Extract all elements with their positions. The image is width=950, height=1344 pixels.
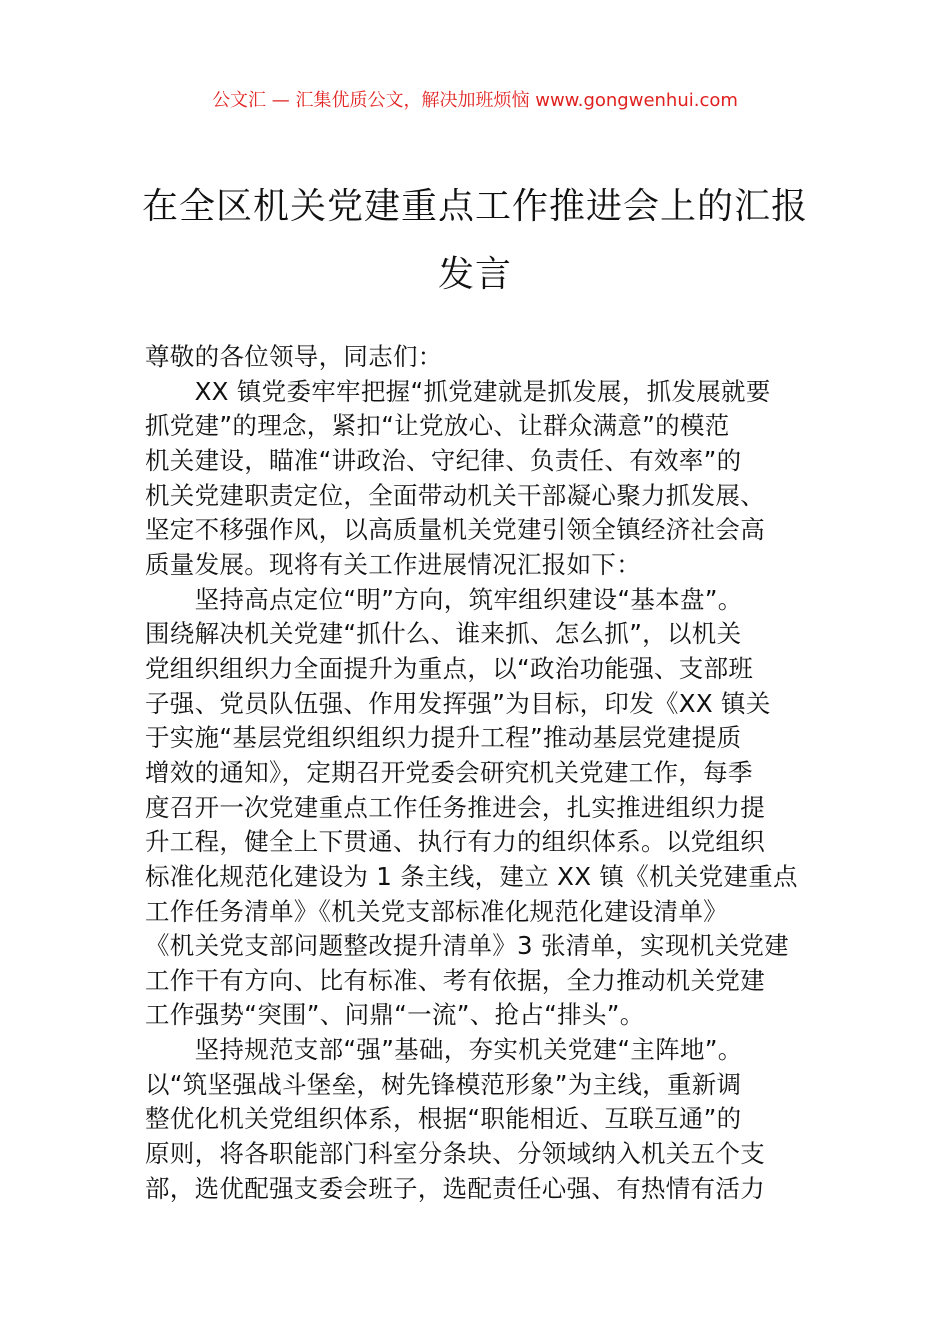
body-text-line: 度召开一次党建重点工作任务推进会，扎实推进组织力提 <box>145 792 765 822</box>
body-text-line: 工作干有方向、比有标准、考有依据，全力推动机关党建 <box>145 965 765 995</box>
body-text-line: 标准化规范化建设为 1 条主线，建立 XX 镇《机关党建重点 <box>145 861 798 891</box>
body-text-line: 部，选优配强支委会班子，选配责任心强、有热情有活力 <box>145 1173 765 1203</box>
body-text-line: 于实施“基层党组织组织力提升工程”推动基层党建提质 <box>145 723 742 753</box>
body-text-line: 尊敬的各位领导，同志们： <box>145 342 443 371</box>
body-text-line: 以“筑坚强战斗堡垒，树先锋模范形象”为主线，重新调 <box>145 1069 742 1099</box>
document-body <box>145 340 810 1206</box>
body-text-line: 工作强势“突围”、问鼎“一流”、抢占“排头”。 <box>145 1000 645 1030</box>
body-text-line: XX 镇党委牢牢把握“抓党建就是抓发展，抓发展就要 <box>145 376 771 406</box>
document-title-line-2: 发言 <box>437 254 512 295</box>
body-text-line: 质量发展。现将有关工作进展情况汇报如下： <box>145 549 641 579</box>
body-text-line: 围绕解决机关党建“抓什么、谁来抓、怎么抓”，以机关 <box>145 619 742 649</box>
body-text-line: 机关党建职责定位，全面带动机关干部凝心聚力抓发展、 <box>145 480 765 510</box>
body-text-line: 坚定不移强作风，以高质量机关党建引领全镇经济社会高 <box>145 515 765 545</box>
body-text-line: 坚持高点定位“明”方向，筑牢组织建设“基本盘”。 <box>145 584 743 614</box>
body-text-line: 升工程，健全上下贯通、执行有力的组织体系。以党组织 <box>145 827 765 857</box>
document-title-line-1: 在全区机关党建重点工作推进会上的汇报 <box>141 186 808 227</box>
watermark-header: 公文汇 — 汇集优质公文，解决加班烦恼 www.gongwenhui.com <box>212 90 738 111</box>
body-text-line: 抓党建”的理念，紧扣“让党放心、让群众满意”的模范 <box>145 411 730 441</box>
body-text-line: 党组织组织力全面提升为重点，以“政治功能强、支部班 <box>145 653 754 683</box>
body-text-line: 原则，将各职能部门科室分条块、分领域纳入机关五个支 <box>145 1139 765 1169</box>
body-text-line: 整优化机关党组织体系，根据“职能相近、互联互通”的 <box>145 1104 742 1134</box>
body-text-line: 工作任务清单》《机关党支部标准化规范化建设清单》 <box>145 896 728 926</box>
body-text-line: 机关建设，瞄准“讲政治、守纪律、负责任、有效率”的 <box>145 445 742 475</box>
body-text-line: 《机关党支部问题整改提升清单》3 张清单，实现机关党建 <box>145 931 789 961</box>
body-text-line: 子强、党员队伍强、作用发挥强”为目标，印发《XX 镇关 <box>145 688 771 718</box>
body-text-line: 坚持规范支部“强”基础，夯实机关党建“主阵地”。 <box>145 1035 743 1065</box>
body-text-line: 增效的通知》，定期召开党委会研究机关党建工作，每季 <box>145 757 753 787</box>
